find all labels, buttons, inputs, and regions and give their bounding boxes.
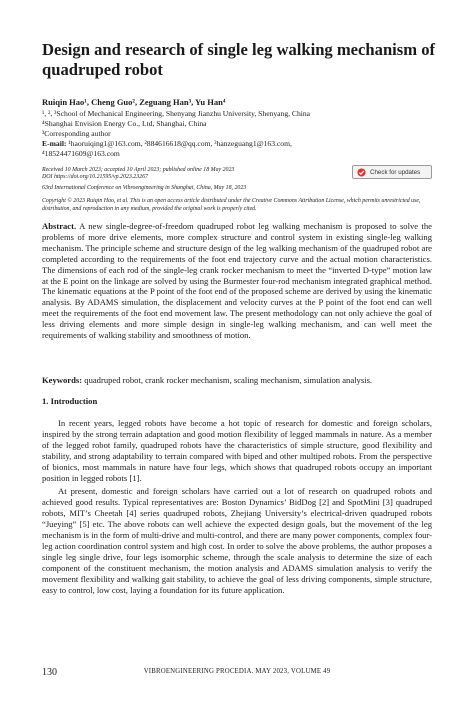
keywords (42, 375, 432, 386)
doi-link[interactable]: DOI https://doi.org/10.21595/vp.2023.23267 (42, 174, 148, 180)
journal-footer: VIBROENGINEERING PROCEDIA. MAY 2023, VOLUME 49 (143, 668, 331, 675)
conference-info: 63rd International Conference on Vibroengineering in Shanghai, China, May 18, 2023 (42, 185, 247, 191)
section-heading: 1. Introduction (42, 396, 98, 406)
affiliation-1: ¹, ², ³School of Mechanical Engineering, Shenyang Jianzhu University, Shenyang, China (42, 109, 311, 118)
abstract (42, 221, 432, 341)
keywords-text: quadruped robot, crank rocker mechanism, scaling mechanism, simulation analysis. (84, 375, 373, 385)
check-updates-icon (357, 168, 366, 177)
check-for-updates-button[interactable] (352, 165, 432, 179)
email-line-2[interactable]: ⁴18524471609@163.com (42, 149, 120, 158)
author-list: Ruiqin Hao¹, Cheng Guo², Zeguang Han³, Yu Han⁴ (42, 97, 226, 107)
email-line (42, 139, 382, 149)
affiliation-2: ⁴Shanghai Envision Energy Co., Ltd, Shanghai, China (42, 119, 207, 128)
check-updates-label: Check for updates (370, 168, 421, 176)
intro-paragraph-1: In recent years, legged robots have become a hot topic of research for domestic and foreign scholars, inspired by the strong terrain adaptation and good motion flexibility of legged mammals in nature. As a member of the legged robot family, quadruped robots have the characteristics of simple structure, good flexibility and stability, and strong adaptability to terrain compared with biped and other multiped robots. From the perspective of bionics, most mammals in nature have four legs, which shows that quadruped robots occupy an important position in legged robots [1]. (42, 418, 432, 483)
paper-title: Design and research of single leg walking mechanism of quadruped robot (42, 40, 436, 79)
affiliation-3: ³Corresponding author (42, 129, 111, 138)
page-number: 130 (42, 667, 57, 678)
page-footer (42, 667, 432, 679)
received-dates: Received 10 March 2023; accepted 10 April 2023; published online 18 May 2023 (42, 167, 235, 173)
keywords-label: Keywords: (42, 375, 83, 385)
copyright-notice: Copyright © 2023 Ruiqin Hao, et al. This is an open access article distributed under the Creative Commons Attribution License, which permits unrestricted use, distribution, and reproduction in any medium, provided the original work is properly cited. (42, 198, 421, 212)
email-addresses[interactable]: ¹haoruiqing1@163.com, ²884616618@qq.com, ³hanzeguang1@163.com, (68, 139, 292, 148)
intro-paragraph-2: At present, domestic and foreign scholars have carried out a lot of research on quadruped robots and achieved good results. Typical representatives are: Boston Dynamics’ BidDog [2] and SpotMini [3] quadruped robots, MIT’s Cheetah [4] series quadruped robots, Zhejiang University’s electrical-driven quadruped robots “Jueying” [5] etc. The above robots can well achieve the expected design goals, but the movement of the leg mechanism is in the form of multi-drive and multi-control, and there are many power components, complex four-leg action coordination control system and high cost. In order to solve the above problems, the author proposes a single leg single drive, four legs isomorphic scheme, through the scale analysis to determine the size of each component of the constituent mechanism, the motion analysis and ADAMS simulation analysis to verify the movement flexibility and walking gait stability, to achieve the goal of less driving components, simple structure, easy to control, low cost, laying a foundation for its future application. (42, 486, 432, 595)
abstract-text: A new single-degree-of-freedom quadruped robot leg walking mechanism is proposed to solve the problems of more drive elements, more complex structure and control system in existing single-leg walking mechanism. The principle scheme and structure design of the leg walking mechanism of the quadruped robot are completed according to the requirements of the foot end trajectory curve and the actual motion characteristics. The dimensions of each rod of the single-leg crank rocker mechanism to meet the “inverted D-type” motion law at the E point on the linkage are solved by using the Burmester four-rod mechanism integrated graphical method. The kinematic equations at the P point of the foot end of the proposed scheme are derived by using the kinematic analysis. By ADAMS simulation, the displacement and velocity curves at the P point of the foot end can well meet the requirements of the foot end movement law. The present methodology can not only achieve the goal of less driving elements and more simple design in single-leg walking mechanism, and can well meet the requirements of walking stability and smoothness of motion. (42, 221, 432, 341)
email-label: E-mail: (42, 139, 67, 148)
abstract-label: Abstract. (42, 221, 77, 231)
